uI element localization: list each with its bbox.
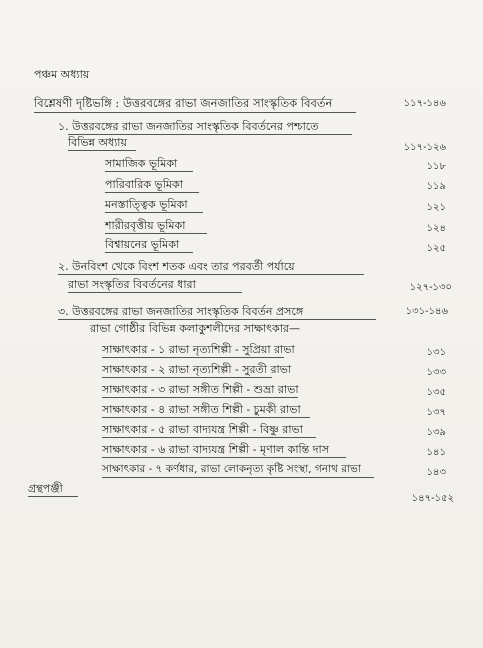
interview-underline (102, 377, 272, 378)
interview-item: সাক্ষাৎকার - ১ রাভা নৃত্যশিল্পী - সুপ্রিয়া রাভা (102, 343, 295, 356)
list-item: মনস্তাত্ত্বিক ভূমিকা (105, 198, 188, 211)
main-entry-pages: ১১৭-১৪৬ (403, 98, 446, 109)
section2-pages: ১২৭-১৩০ (409, 282, 452, 293)
interview-page: ১৩১ (426, 347, 446, 358)
section1-line2: বিভিন্ন অধ্যায় (68, 136, 127, 149)
interview-page: ১৪১ (426, 447, 446, 458)
list-item: বিশ্বায়নের ভূমিকা (105, 238, 180, 251)
main-entry-underline (34, 112, 356, 113)
interview-page: ১৩৫ (426, 387, 446, 398)
interview-page: ১৩৭ (426, 407, 446, 418)
chapter-label: পঞ্চম অধ্যায় (34, 68, 90, 81)
item-page: ১১৯ (426, 181, 446, 192)
interview-underline (102, 477, 374, 478)
item-page: ১২৫ (426, 243, 446, 254)
interview-item: সাক্ষাৎকার - ৫ রাভা বাদ্যযন্ত্র শিল্পী - বিষ্ণু রাভা (102, 423, 303, 436)
item-page: ১২১ (426, 202, 446, 213)
interview-underline (102, 397, 298, 398)
section1-pages: ১১৭-১২৬ (403, 142, 446, 153)
bibliography-label: গ্রন্থপঞ্জী (28, 482, 63, 495)
interview-item: সাক্ষাৎকার - ২ রাভা নৃত্যশিল্পী - সুরতী রাভা (102, 363, 292, 376)
interview-underline (102, 437, 316, 438)
interview-underline (102, 457, 346, 458)
list-item: শারীরবৃত্তীয় ভূমিকা (105, 219, 186, 232)
item-page: ১২৪ (426, 223, 446, 234)
interview-page: ১৪৩ (426, 467, 446, 478)
item-page: ১১৮ (426, 161, 446, 172)
item-underline (105, 252, 193, 253)
interview-underline (102, 417, 310, 418)
interview-page: ১৩৩ (426, 367, 446, 378)
section3-underline (58, 319, 376, 320)
list-item: সামাজিক ভূমিকা (105, 157, 178, 170)
section2-underline1 (58, 274, 364, 275)
item-underline (105, 192, 199, 193)
item-underline (105, 212, 203, 213)
section1-underline1 (68, 134, 352, 135)
section1-underline2 (68, 150, 136, 151)
interview-item: সাক্ষাৎকার - ৬ রাভা বাদ্যযন্ত্র শিল্পী - মৃণাল কান্তি দাস (102, 443, 329, 456)
interview-item: সাক্ষাৎকার - ৩ রাভা সঙ্গীত শিল্পী - শুভ্রা রাভা (102, 383, 299, 396)
section1-line1: ১. উত্তরবঙ্গের রাভা জনজাতির সাংস্কৃতিক বিবর্তনের পশ্চাতে (58, 120, 319, 133)
bibliography-pages: ১৪৭-১৫২ (411, 493, 454, 504)
interview-item: সাক্ষাৎকার - ৪ রাভা সঙ্গীত শিল্পী - চুমকী রাভা (102, 403, 301, 416)
section2-line1: ২. উনবিংশ থেকে বিংশ শতক এবং তার পরবর্তী পর্যায়ে (58, 260, 295, 273)
interview-underline (102, 357, 284, 358)
main-entry-title: বিশ্লেষণী দৃষ্টিভঙ্গি : উত্তরবঙ্গের রাভা জনজাতির সাংস্কৃতিক বিবর্তন (34, 96, 333, 110)
section3-pages: ১৩১-১৪৬ (405, 306, 448, 317)
interview-item: সাক্ষাৎকার - ৭ কর্ণধার, রাভা লোকনৃত্য কৃষ্টি সংস্থা, গনাথ রাভা (102, 463, 361, 475)
item-underline (105, 233, 207, 234)
bibliography-underline (28, 496, 78, 497)
section2-line2: রাভা সংস্কৃতির বিবর্তনের ধারা (68, 278, 196, 291)
interview-page: ১৩৯ (426, 427, 446, 438)
list-item: পারিবারিক ভূমিকা (105, 178, 183, 191)
section2-underline2 (68, 292, 242, 293)
section3-line1: ৩. উত্তরবঙ্গের রাভা জনজাতির সাংস্কৃতিক বিবর্তন প্রসঙ্গে (58, 305, 304, 318)
item-underline (105, 171, 193, 172)
interviews-subheading: রাভা গোষ্ঠীর বিভিন্ন কলাকুশলীদের সাক্ষাৎকার— (90, 322, 300, 335)
